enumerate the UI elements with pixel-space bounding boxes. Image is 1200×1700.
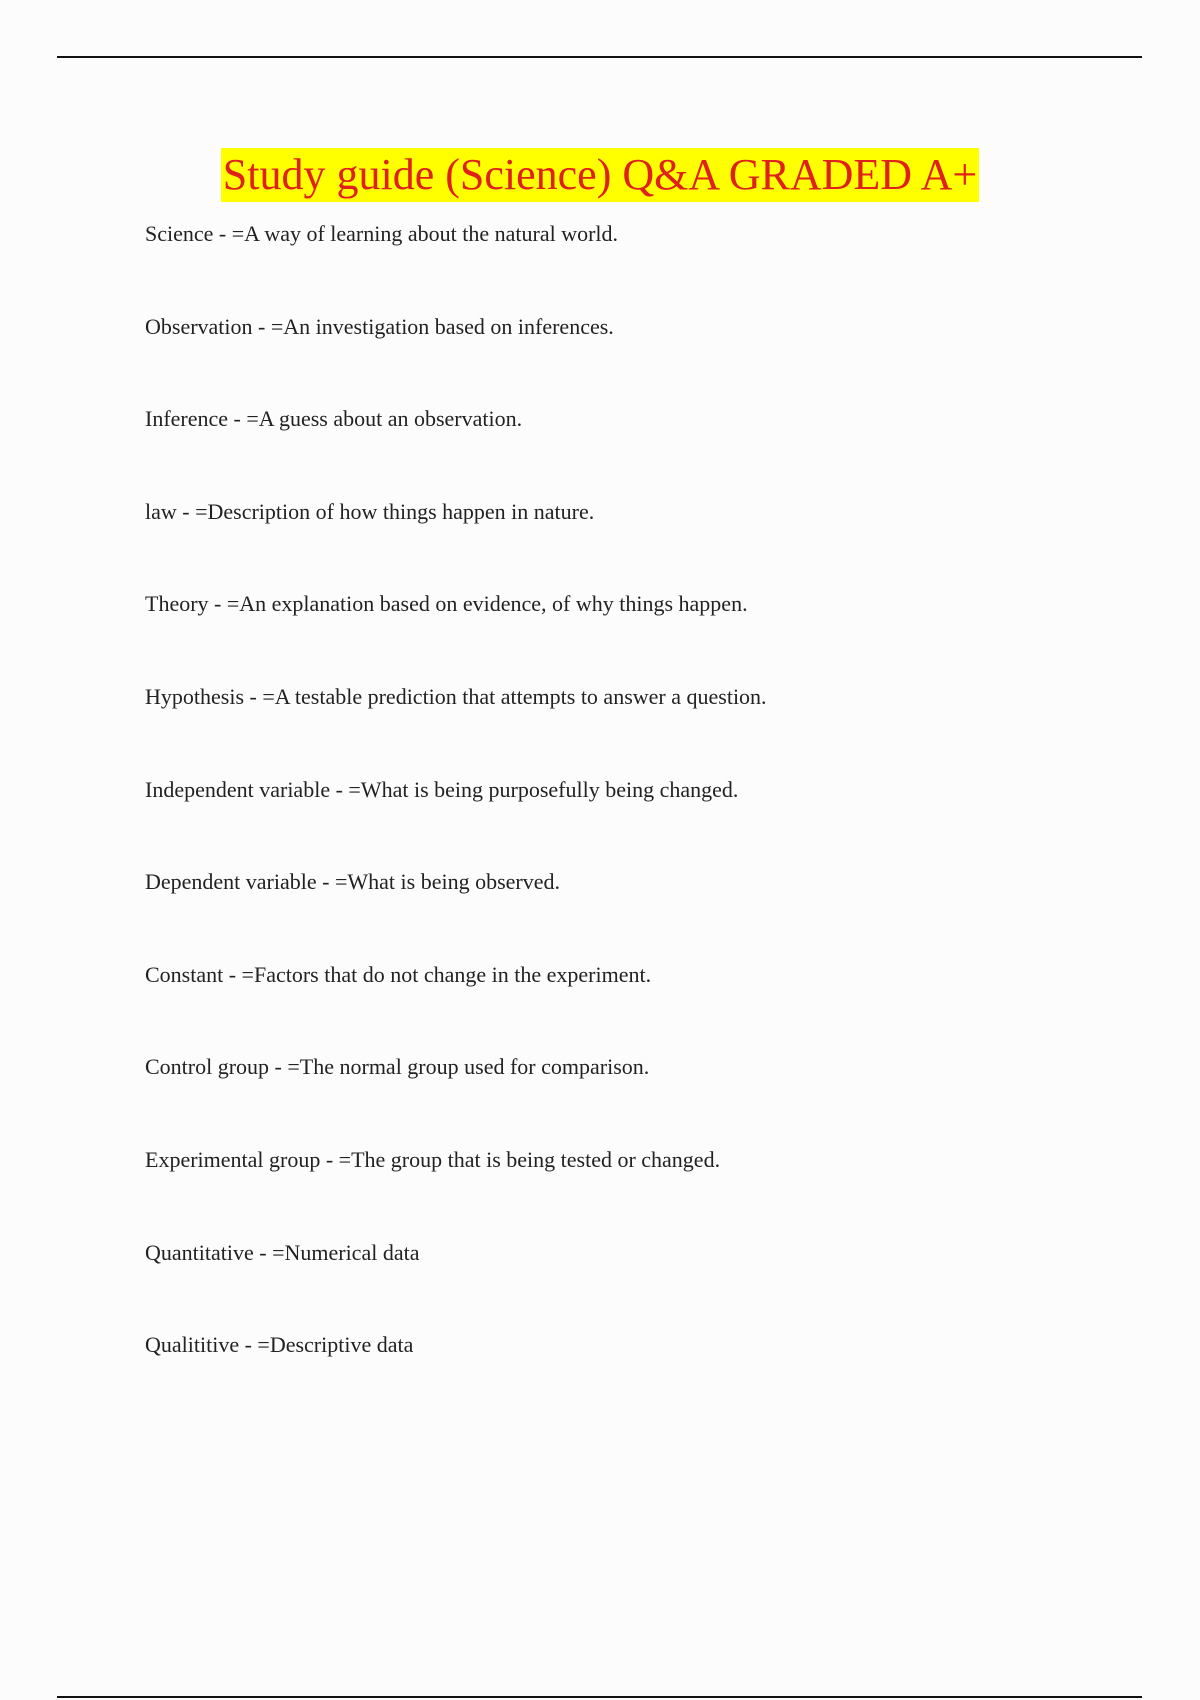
definition-list bbox=[145, 217, 1145, 1421]
title-block bbox=[0, 148, 1200, 202]
definition-item: Qualititive - =Descriptive data bbox=[145, 1332, 414, 1358]
definition-item: Independent variable - =What is being purposefully being changed. bbox=[145, 776, 739, 802]
top-rule bbox=[57, 56, 1142, 58]
definition-item: Dependent variable - =What is being observed. bbox=[145, 869, 560, 895]
definition-item: Science - =A way of learning about the natural world. bbox=[145, 221, 619, 246]
definition-item: Experimental group - =The group that is being tested or changed. bbox=[145, 1146, 721, 1172]
definition-item: Theory - =An explanation based on evidence, of why things happen. bbox=[145, 591, 748, 617]
definition-item: Observation - =An investigation based on inferences. bbox=[145, 313, 614, 339]
definition-item: Inference - =A guess about an observation. bbox=[145, 406, 523, 432]
definition-item: Hypothesis - =A testable prediction that attempts to answer a question. bbox=[145, 683, 767, 709]
definition-item: Control group - =The normal group used for comparison. bbox=[145, 1054, 650, 1080]
definition-item: Constant - =Factors that do not change in the experiment. bbox=[145, 961, 652, 987]
bottom-rule bbox=[57, 1696, 1142, 1698]
definition-item: Quantitative - =Numerical data bbox=[145, 1239, 420, 1265]
document-title: Study guide (Science) Q&A GRADED A+ bbox=[221, 148, 979, 202]
definition-item: law - =Description of how things happen in nature. bbox=[145, 498, 595, 524]
